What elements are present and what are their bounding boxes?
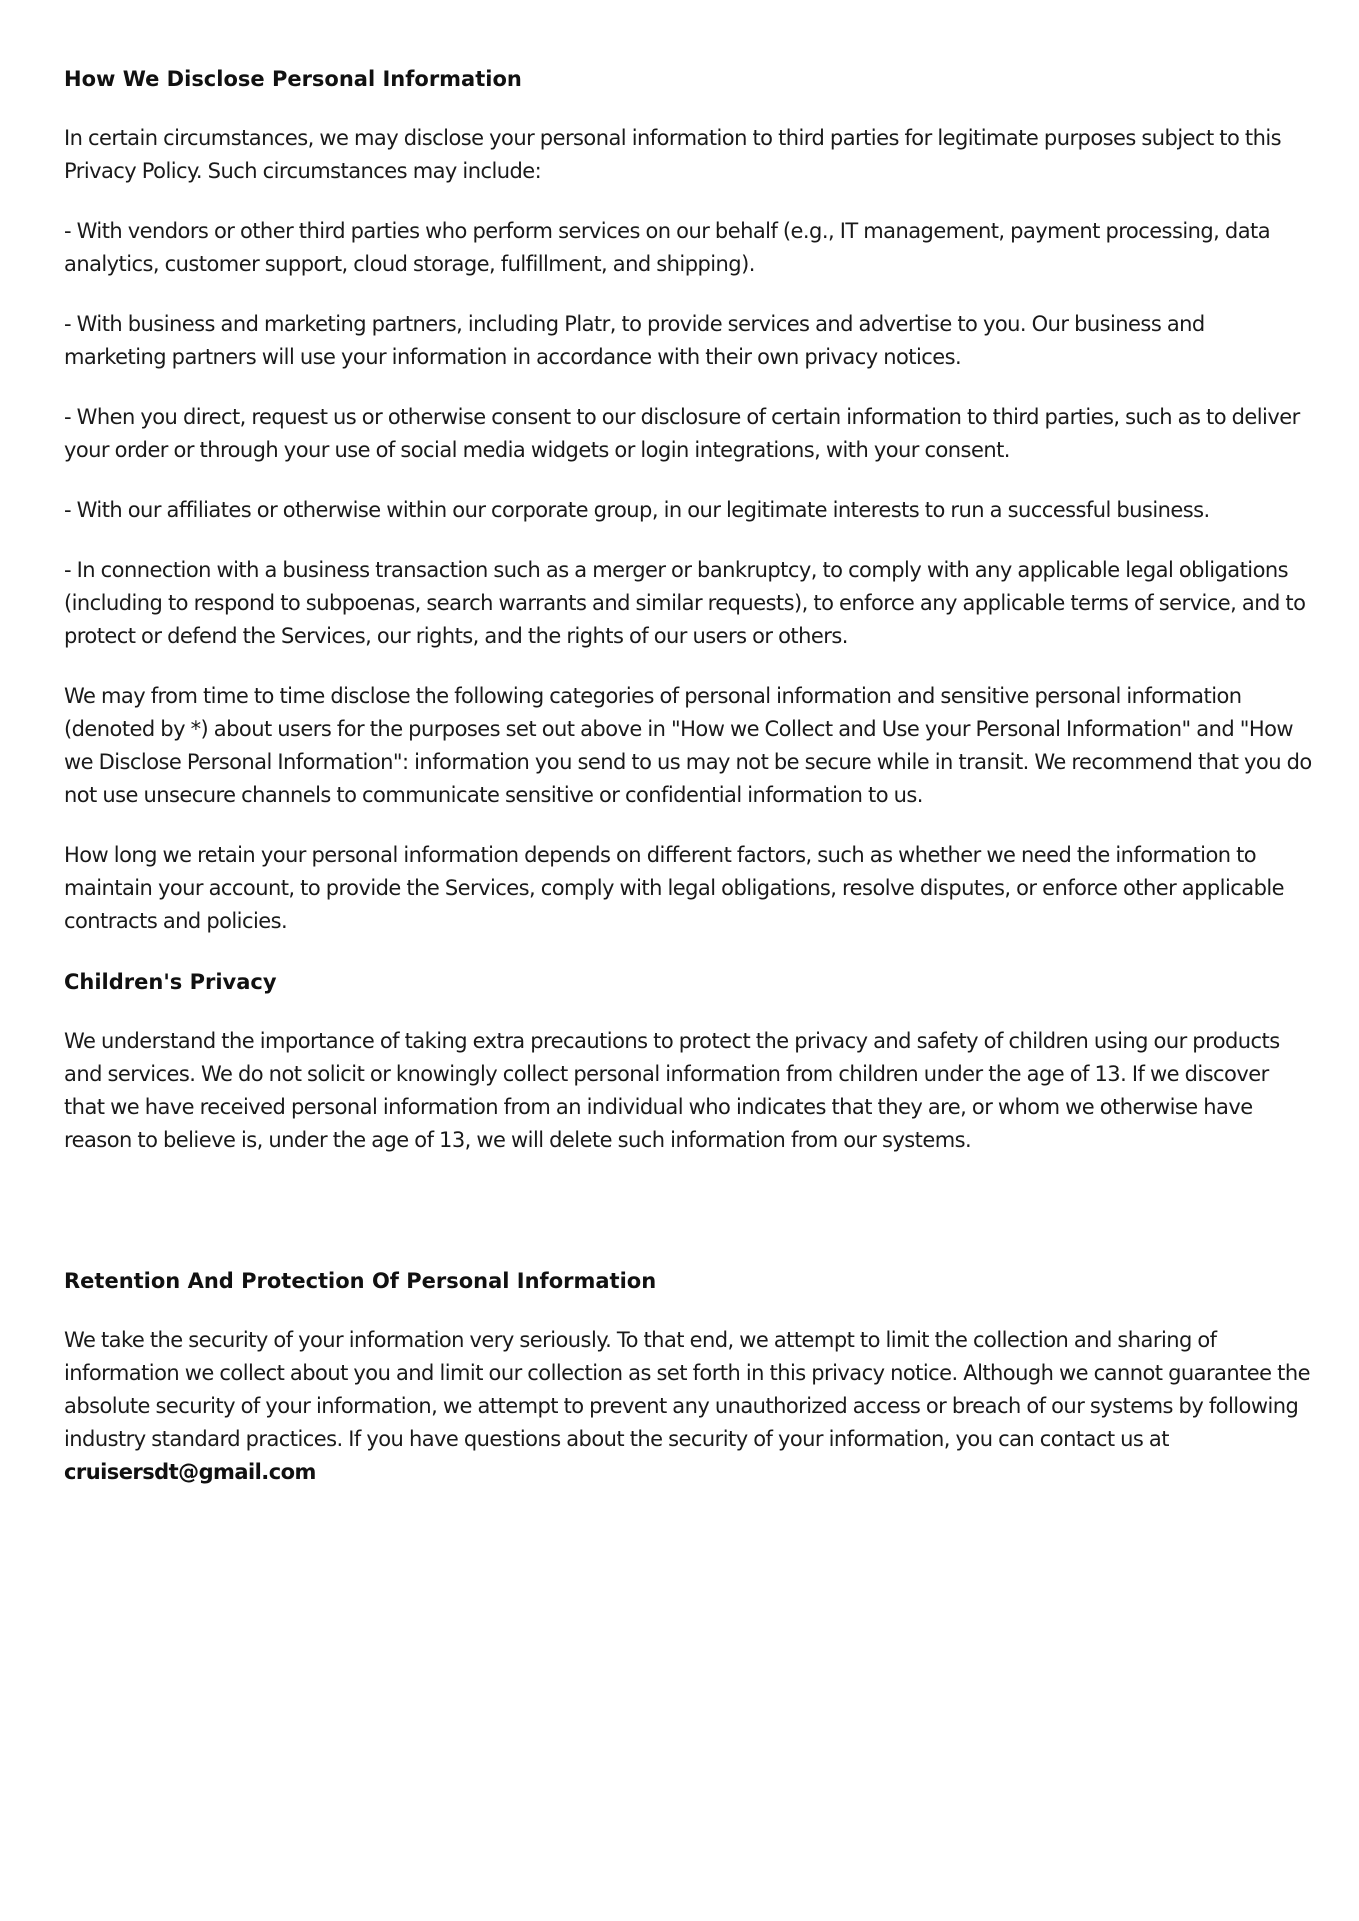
contact-email[interactable]: cruisersdt@gmail.com: [64, 1460, 316, 1484]
disclose-intro: In certain circumstances, we may disclose your personal information to third parties for legitimate purposes subject to this Privacy Policy. Such circumstances may include:: [64, 126, 1282, 183]
disclose-item-affiliates: - With our affiliates or otherwise within our corporate group, in our legitimate interests to run a successful business.: [64, 498, 1210, 522]
disclose-item-consent: - When you direct, request us or otherwise consent to our disclosure of certain information to third parties, such as to deliver your order or through your use of social media widgets or login integrations, with your consent.: [64, 405, 1300, 462]
disclose-item-transactions: - In connection with a business transaction such as a merger or bankruptcy, to comply with any applicable legal obligations (including to respond to subpoenas, search warrants and similar requests), to enforce any applicable terms of service, and to protect or defend the Services, our rights, and the rights of our users or others.: [64, 558, 1306, 648]
protection-paragraph: [64, 1324, 1312, 1489]
section-heading-disclose: How We Disclose Personal Information: [64, 67, 522, 91]
disclose-retention: How long we retain your personal information depends on different factors, such as whether we need the information to maintain your account, to provide the Services, comply with legal obligations, resolve disputes, or enforce other applicable contracts and policies.: [64, 843, 1284, 933]
section-spacer: [64, 1184, 1312, 1264]
section-heading-children: Children's Privacy: [64, 970, 277, 994]
protection-body: We take the security of your information very seriously. To that end, we attempt to limit the collection and sharing of information we collect about you and limit our collection as set forth in this privacy notice. Although we cannot guarantee the absolute security of your information, we attempt to prevent any unauthorized access or breach of our systems by following industry standard practices. If you have questions about the security of your information, you can contact us at: [64, 1328, 1310, 1451]
disclose-item-vendors: - With vendors or other third parties who perform services on our behalf (e.g., IT management, payment processing, data analytics, customer support, cloud storage, fulfillment, and shipping).: [64, 219, 1271, 276]
disclose-item-partners: - With business and marketing partners, including Platr, to provide services and advertise to you. Our business and marketing partners will use your information in accordance with their own privacy notices.: [64, 312, 1205, 369]
children-body: We understand the importance of taking extra precautions to protect the privacy and safety of children using our products and services. We do not solicit or knowingly collect personal information from children under the age of 13. If we discover that we have received personal information from an individual who indicates that they are, or whom we otherwise have reason to believe is, under the age of 13, we will delete such information from our systems.: [64, 1029, 1280, 1152]
disclose-categories: We may from time to time disclose the following categories of personal information and sensitive personal information (denoted by *) about users for the purposes set out above in "How we Collect and Use your Personal Information" and "How we Disclose Personal Information": information you send to us may not be secure while in transit. We recommend that you do not use unsecure channels to communicate sensitive or confidential information to us.: [64, 684, 1312, 807]
section-heading-protection: Retention And Protection Of Personal Information: [64, 1269, 657, 1293]
policy-document: [64, 62, 1312, 1516]
